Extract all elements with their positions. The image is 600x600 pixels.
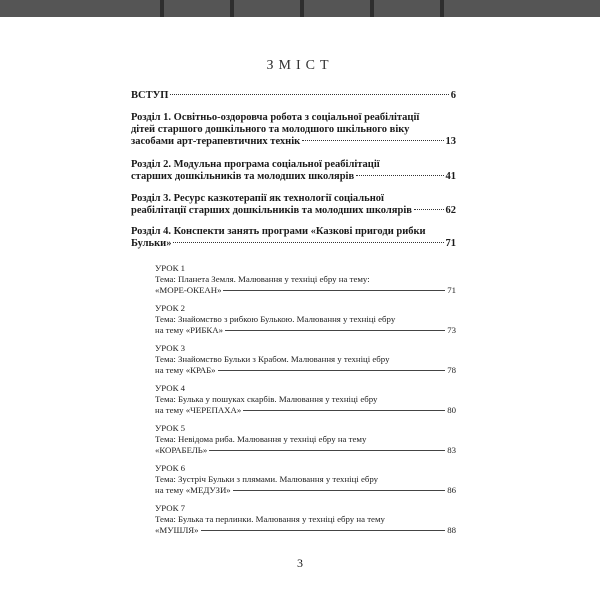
lesson-label: УРОК 5 (155, 423, 186, 433)
toc-section-line: засобами арт-терапевтичних технік (131, 136, 301, 147)
toc-lesson-5[interactable] (155, 423, 456, 456)
toc-section-4[interactable] (131, 226, 456, 250)
dot-leader (170, 94, 448, 95)
lesson-title-end: «МУШЛЯ» (155, 525, 199, 535)
leader-line (233, 490, 446, 491)
leader-line (243, 410, 445, 411)
toc-section-line: дітей старшого дошкільного та молодшого шкільного віку (131, 124, 410, 135)
toc-lesson-4[interactable] (155, 383, 456, 416)
dot-leader (302, 140, 443, 141)
toc-lesson-1[interactable] (155, 263, 456, 296)
lesson-title: Тема: Булька у пошуках скарбів. Малювання у техніці ебру (155, 394, 378, 404)
toc-page-number: 83 (447, 445, 456, 455)
toc-lesson-3[interactable] (155, 343, 456, 376)
toc-intro-label: ВСТУП (131, 90, 169, 101)
lesson-title-end: на тему «КРАБ» (155, 365, 216, 375)
dot-leader (356, 175, 443, 176)
leader-line (209, 450, 445, 451)
toc-page-number: 86 (447, 485, 456, 495)
leader-line (201, 530, 446, 531)
page-number: 3 (297, 556, 303, 570)
toc-section-line: Розділ 1. Освітньо-оздоровча робота з соціальної реабілітації (131, 112, 420, 123)
leader-line (218, 370, 446, 371)
page-title: ЗМІСТ (266, 58, 334, 73)
toc-page-number: 13 (445, 136, 456, 147)
toc-page-number: 78 (447, 365, 456, 375)
toc-page-number: 41 (445, 171, 456, 182)
toc-page-number: 80 (447, 405, 456, 415)
lesson-label: УРОК 3 (155, 343, 186, 353)
leader-line (225, 330, 445, 331)
lesson-title-end: на тему «ЧЕРЕПАХА» (155, 405, 242, 415)
toc-section-line: Розділ 4. Конспекти занять програми «Казкові пригоди рибки (131, 226, 426, 237)
lesson-label: УРОК 4 (155, 383, 186, 393)
toc-page-number: 6 (450, 90, 456, 101)
toc-lesson-2[interactable] (155, 303, 456, 336)
toc-lesson-7[interactable] (155, 503, 456, 536)
lesson-label: УРОК 6 (155, 463, 186, 473)
toc-section-line: реабілітації старших дошкільників та молодших школярів (131, 205, 412, 216)
toc-intro[interactable] (131, 90, 456, 102)
lesson-title-end: на тему «РИБКА» (155, 325, 224, 335)
lesson-title: Тема: Планета Земля. Малювання у техніці ебру на тему: (155, 274, 370, 284)
toc-page-number: 71 (447, 285, 456, 295)
lesson-label: УРОК 1 (155, 263, 186, 273)
toc-page-number: 62 (445, 205, 456, 216)
toc-section-line: Розділ 3. Ресурс казкотерапії як технології соціальної (131, 193, 384, 204)
lesson-title: Тема: Знайомство Бульки з Крабом. Малювання у техніці ебру (155, 354, 390, 364)
lesson-title: Тема: Зустріч Бульки з плямами. Малювання у техніці ебру (155, 474, 379, 484)
dot-leader (173, 242, 443, 243)
lesson-title-end: «КОРАБЕЛЬ» (155, 445, 208, 455)
lesson-title-end: «МОРЕ-ОКЕАН» (155, 285, 222, 295)
toc-section-line: старших дошкільників та молодших школярів (131, 171, 355, 182)
lesson-title-end: на тему «МЕДУЗИ» (155, 485, 231, 495)
toc-section-line: Бульки» (131, 238, 172, 249)
leader-line (223, 290, 445, 291)
toc-section-3[interactable] (131, 193, 456, 217)
toc-section-line: Розділ 2. Модульна програма соціальної реабілітації (131, 159, 380, 170)
toc-section-1[interactable] (131, 112, 456, 148)
lesson-title: Тема: Булька та перлинки. Малювання у техніці ебру на тему (155, 514, 385, 524)
toc-page-number: 71 (445, 238, 456, 249)
lesson-label: УРОК 7 (155, 503, 186, 513)
lesson-title: Тема: Невідома риба. Малювання у техніці ебру на тему (155, 434, 367, 444)
lesson-title: Тема: Знайомство з рибкою Булькою. Малювання у техніці ебру (155, 314, 396, 324)
lesson-label: УРОК 2 (155, 303, 186, 313)
dot-leader (414, 209, 444, 210)
toc-page-number: 73 (447, 325, 456, 335)
toc-section-2[interactable] (131, 159, 456, 183)
toc-lesson-6[interactable] (155, 463, 456, 496)
toc-page-number: 88 (447, 525, 456, 535)
